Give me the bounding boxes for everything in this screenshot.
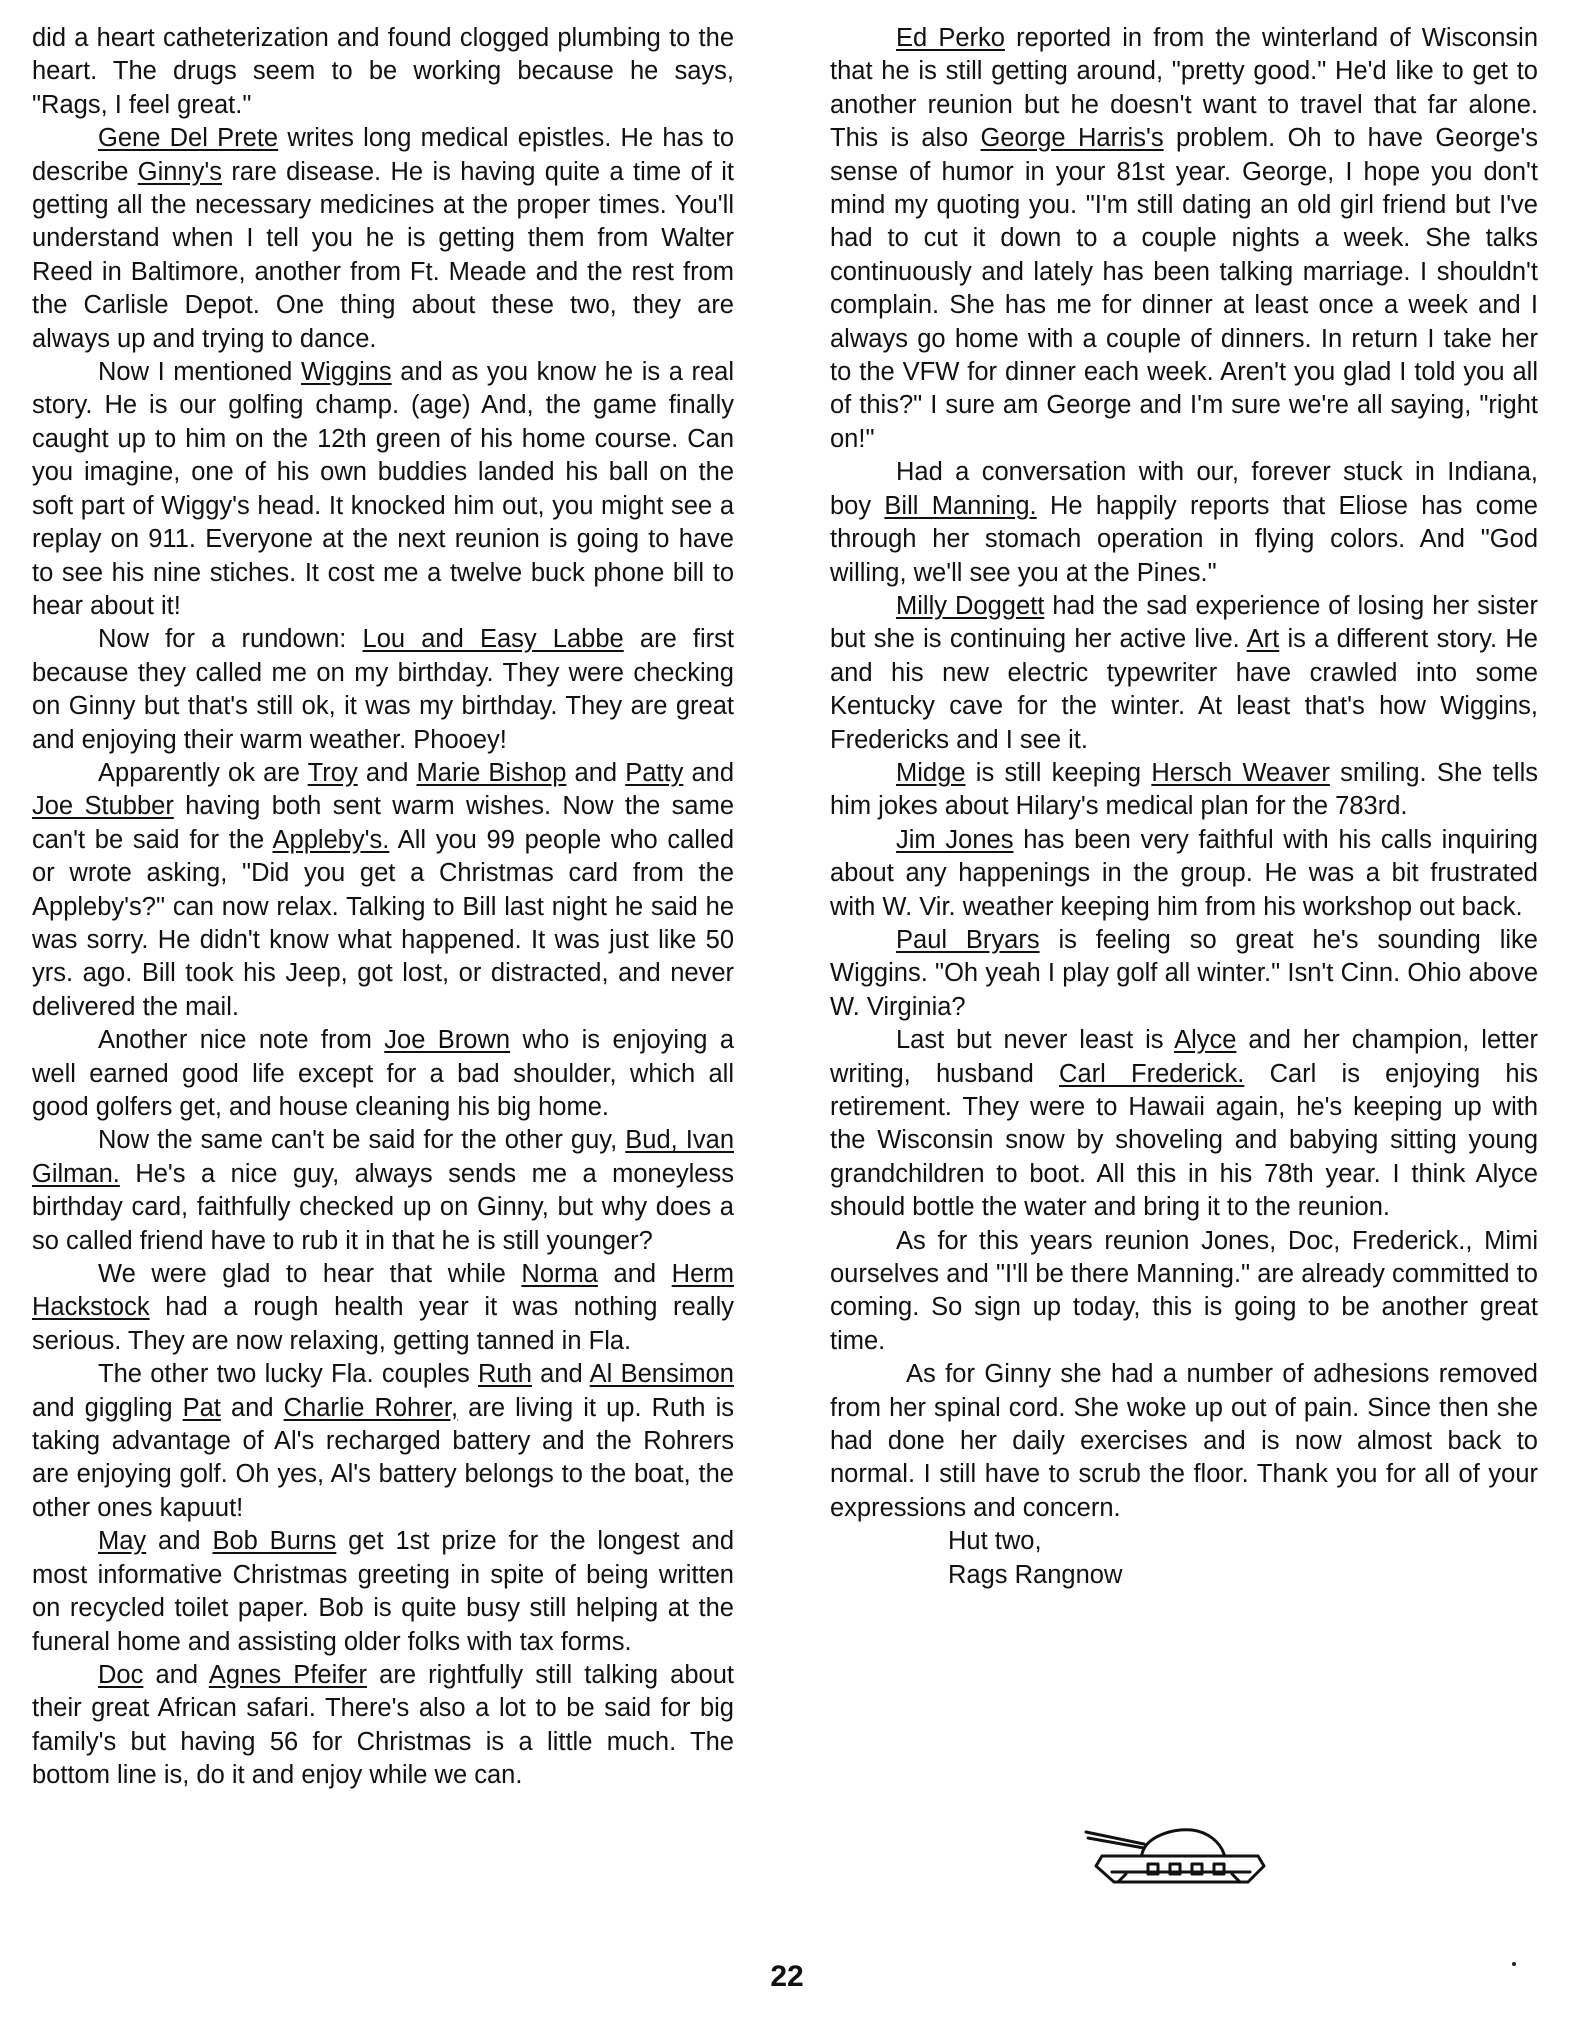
person-name: Paul Bryars xyxy=(896,925,1040,954)
text-run: Apparently ok are xyxy=(98,758,308,787)
text-run: and as you know he is a real story. He is our golfing champ. (age) And, the game finally caught up to him on the 12th green of his home course. Can you imagine, one of his own buddies landed his ball on the soft part of Wiggy's head. It knocked him out, you might see a replay on 911. Everyone at the next reunion is going to have to see his nine stiches. It cost me a twelve buck phone bill to hear about it! xyxy=(32,358,735,620)
text-run: All you 99 people who called or wrote asking, "Did you get a Christmas card from the Appleby's?" can now relax. Talking to Bill last night he said he was sorry. He didn't know what happened. It was just like 50 yrs. ago. Bill took his Jeep, got lost, or distracted, and never delivered the mail. xyxy=(32,825,734,1021)
paragraph xyxy=(830,824,1538,924)
text-run: We were glad to hear that while xyxy=(98,1260,522,1289)
person-name: Gene Del Prete xyxy=(98,124,279,153)
text-run: and xyxy=(220,1393,284,1422)
person-name: Midge xyxy=(896,758,966,787)
tank-icon xyxy=(1082,1808,1272,1898)
person-name: Ed Perko xyxy=(896,24,1005,52)
person-name: Ginny's xyxy=(137,157,223,186)
text-run: Had a conversation with our, forever stuck in Indiana, boy xyxy=(830,458,1538,520)
text-run: and xyxy=(143,1660,209,1689)
person-name: May xyxy=(98,1527,147,1556)
person-name: Pat xyxy=(182,1393,221,1422)
right-column xyxy=(830,22,1538,1592)
closing: Hut two, xyxy=(948,1527,1042,1556)
person-name: George Harris's xyxy=(980,124,1164,153)
text-run: and her champion, letter writing, husband xyxy=(830,1026,1538,1088)
text-run: The other two lucky Fla. couples xyxy=(98,1360,479,1389)
person-name: Alyce xyxy=(1174,1026,1237,1055)
person-name: Bill Manning. xyxy=(884,491,1037,520)
person-name: Bud, Ivan Gilman. xyxy=(32,1126,734,1188)
paragraph xyxy=(32,1024,734,1124)
text-run: and xyxy=(146,1527,213,1556)
text-run: and giggling xyxy=(32,1393,183,1422)
person-name: Norma xyxy=(521,1260,598,1289)
text-run: is a different story. He and his new electric typewriter have crawled into some Kentucky cave for the winter. At least that's how Wiggins, Fredericks and I see it. xyxy=(830,625,1538,754)
person-name: Herm Hackstock xyxy=(32,1260,735,1322)
text-run: Now I mentioned xyxy=(98,358,301,387)
paragraph xyxy=(32,1525,734,1659)
person-name: Appleby's. xyxy=(272,825,390,854)
paragraph xyxy=(830,22,1538,456)
text-run: writes long medical epistles. He has to describe xyxy=(32,124,734,186)
text-run: He happily reports that Eliose has come through her stomach operation in flying colors. And "God willing, we'll see you at the Pines." xyxy=(830,491,1538,587)
text-run: is feeling so great he's sounding like Wiggins. "Oh yeah I play golf all winter." Isn't Cinn. Ohio above W. Virginia? xyxy=(830,925,1538,1021)
text-run: Now for a rundown: xyxy=(98,625,363,654)
text-run: are rightfully still talking about their great African safari. There's also a lot to be said for big family's but having 56 for Christmas is a little much. The bottom line is, do it and enjoy while we can. xyxy=(32,1660,734,1790)
page-number: 22 xyxy=(770,1960,804,1993)
text-run: had the sad experience of losing her sister but she is continuing her active live. xyxy=(830,591,1538,654)
person-name: Joe Stubber xyxy=(32,792,174,821)
paragraph xyxy=(830,924,1538,1024)
text-run: He's a nice guy, always sends me a moneyless birthday card, faithfully checked up on Ginny, but why does a so called friend have to rub it in that he is still younger? xyxy=(32,1159,734,1255)
text-run: who is enjoying a well earned good life except for a bad shoulder, which all good golfers get, and house cleaning his big home. xyxy=(32,1026,734,1121)
paragraph: As for Ginny she had a number of adhesions removed from her spinal cord. She woke up out of pain. Since then she had done her daily exercises and is now almost back to normal. I still have to scrub the floor. Thank you for all of your expressions and concern. xyxy=(830,1360,1538,1522)
text-run: has been very faithful with his calls inquiring about any happenings in the group. He was a bit frustrated with W. Vir. weather keeping him from his workshop out back. xyxy=(830,825,1538,921)
text-run: and xyxy=(357,758,417,787)
paragraph xyxy=(830,456,1538,590)
text-run: had a rough health year it was nothing really serious. They are now relaxing, getting tanned in Fla. xyxy=(32,1293,734,1355)
text-run: and xyxy=(683,758,735,787)
person-name: Doc xyxy=(98,1660,144,1689)
text-run: is still keeping xyxy=(965,758,1152,787)
paragraph xyxy=(830,757,1538,824)
paragraph xyxy=(32,1358,734,1525)
paragraph xyxy=(32,356,734,623)
paragraph: did a heart catheterization and found clogged plumbing to the heart. The drugs seem to be working because he says, "Rags, I feel great." xyxy=(32,24,734,119)
person-name: Joe Brown xyxy=(384,1026,511,1055)
paragraph xyxy=(830,590,1538,757)
signature: Rags Rangnow xyxy=(948,1560,1123,1589)
person-name: Milly Doggett xyxy=(896,591,1045,620)
paragraph xyxy=(32,122,734,356)
person-name: Art xyxy=(1246,625,1280,654)
person-name: Charlie Rohrer, xyxy=(283,1393,459,1422)
paragraph xyxy=(32,1258,734,1358)
person-name: Troy xyxy=(307,758,358,787)
text-run: reported in from the winterland of Wisconsin that he is still getting around, "pretty good." He'd like to get to another reunion but he doesn't want to travel that far alone. This is also xyxy=(830,24,1539,153)
text-run: problem. Oh to have George's sense of humor in your 81st year. George, I hope you don't mind my quoting you. "I'm still dating an old girl friend but I've had to cut it down to a couple nights a week. She talks continuously and lately has been talking marriage. I shouldn't complain. She has me for dinner at least once a week and I always go home with a couple of dinners. In return I take her to the VFW for dinner each week. Aren't you glad I told you all of this?" I sure am George and I'm sure we're all saying, "right on!" xyxy=(830,124,1538,453)
text-run: are first because they called me on my birthday. They were checking on Ginny but that's still ok, it was my birthday. They are great and enjoying their warm weather. Phooey! xyxy=(32,625,734,754)
text-run: are living it up. Ruth is taking advantage of Al's recharged battery and the Rohrers are enjoying golf. Oh yes, Al's battery belongs to the boat, the other ones kapuut! xyxy=(32,1393,734,1522)
text-run: Last but never least is xyxy=(896,1026,1175,1055)
text-run: and xyxy=(531,1360,590,1389)
text-run: Carl is enjoying his retirement. They were to Hawaii again, he's keeping up with the Wisconsin snow by shoveling and babying sitting young grandchildren to boot. All this in his 78th year. I think Alyce should bottle the water and bring it to the reunion. xyxy=(830,1059,1538,1222)
paragraph xyxy=(32,757,734,1024)
person-name: Jim Jones xyxy=(896,825,1014,854)
text-run: and xyxy=(597,1260,672,1289)
person-name: Carl Frederick. xyxy=(1059,1059,1245,1088)
paragraph: As for this years reunion Jones, Doc, Frederick., Mimi ourselves and "I'll be there Manning." are already committed to coming. So sign up today, this is going to be another great time. xyxy=(830,1226,1538,1355)
paragraph xyxy=(32,623,734,757)
paragraph xyxy=(32,1124,734,1258)
text-run: Another nice note from xyxy=(98,1026,385,1055)
text-run: get 1st prize for the longest and most informative Christmas greeting in spite of being written on recycled toilet paper. Bob is quite busy still helping at the funeral home and assisting older folks with tax forms. xyxy=(32,1527,734,1656)
paragraph xyxy=(830,1024,1538,1224)
person-name: Wiggins xyxy=(300,358,392,387)
text-run: smiling. She tells him jokes about Hilary's medical plan for the 783rd. xyxy=(830,758,1538,821)
person-name: Hersch Weaver xyxy=(1151,758,1330,787)
stray-mark xyxy=(1512,1962,1516,1966)
paragraph xyxy=(32,1659,734,1793)
person-name: Agnes Pfeifer xyxy=(208,1660,367,1689)
person-name: Al Bensimon xyxy=(589,1360,734,1389)
person-name: Bob Burns xyxy=(212,1527,337,1556)
text-run: rare disease. He is having quite a time of it getting all the necessary medicines at the proper times. You'll understand when I tell you he is getting them from Walter Reed in Baltimore, another from Ft. Meade and the rest from the Carlisle Depot. One thing about these two, they are always up and trying to dance. xyxy=(32,157,734,353)
person-name: Marie Bishop xyxy=(416,758,567,787)
text-run: and xyxy=(566,758,626,787)
person-name: Lou and Easy Labbe xyxy=(362,625,624,654)
text-run: Now the same can't be said for the other guy, xyxy=(98,1126,626,1155)
person-name: Patty xyxy=(625,758,684,787)
text-run: having both sent warm wishes. Now the same can't be said for the xyxy=(32,792,734,854)
left-column xyxy=(32,22,734,1793)
person-name: Ruth xyxy=(478,1360,532,1389)
